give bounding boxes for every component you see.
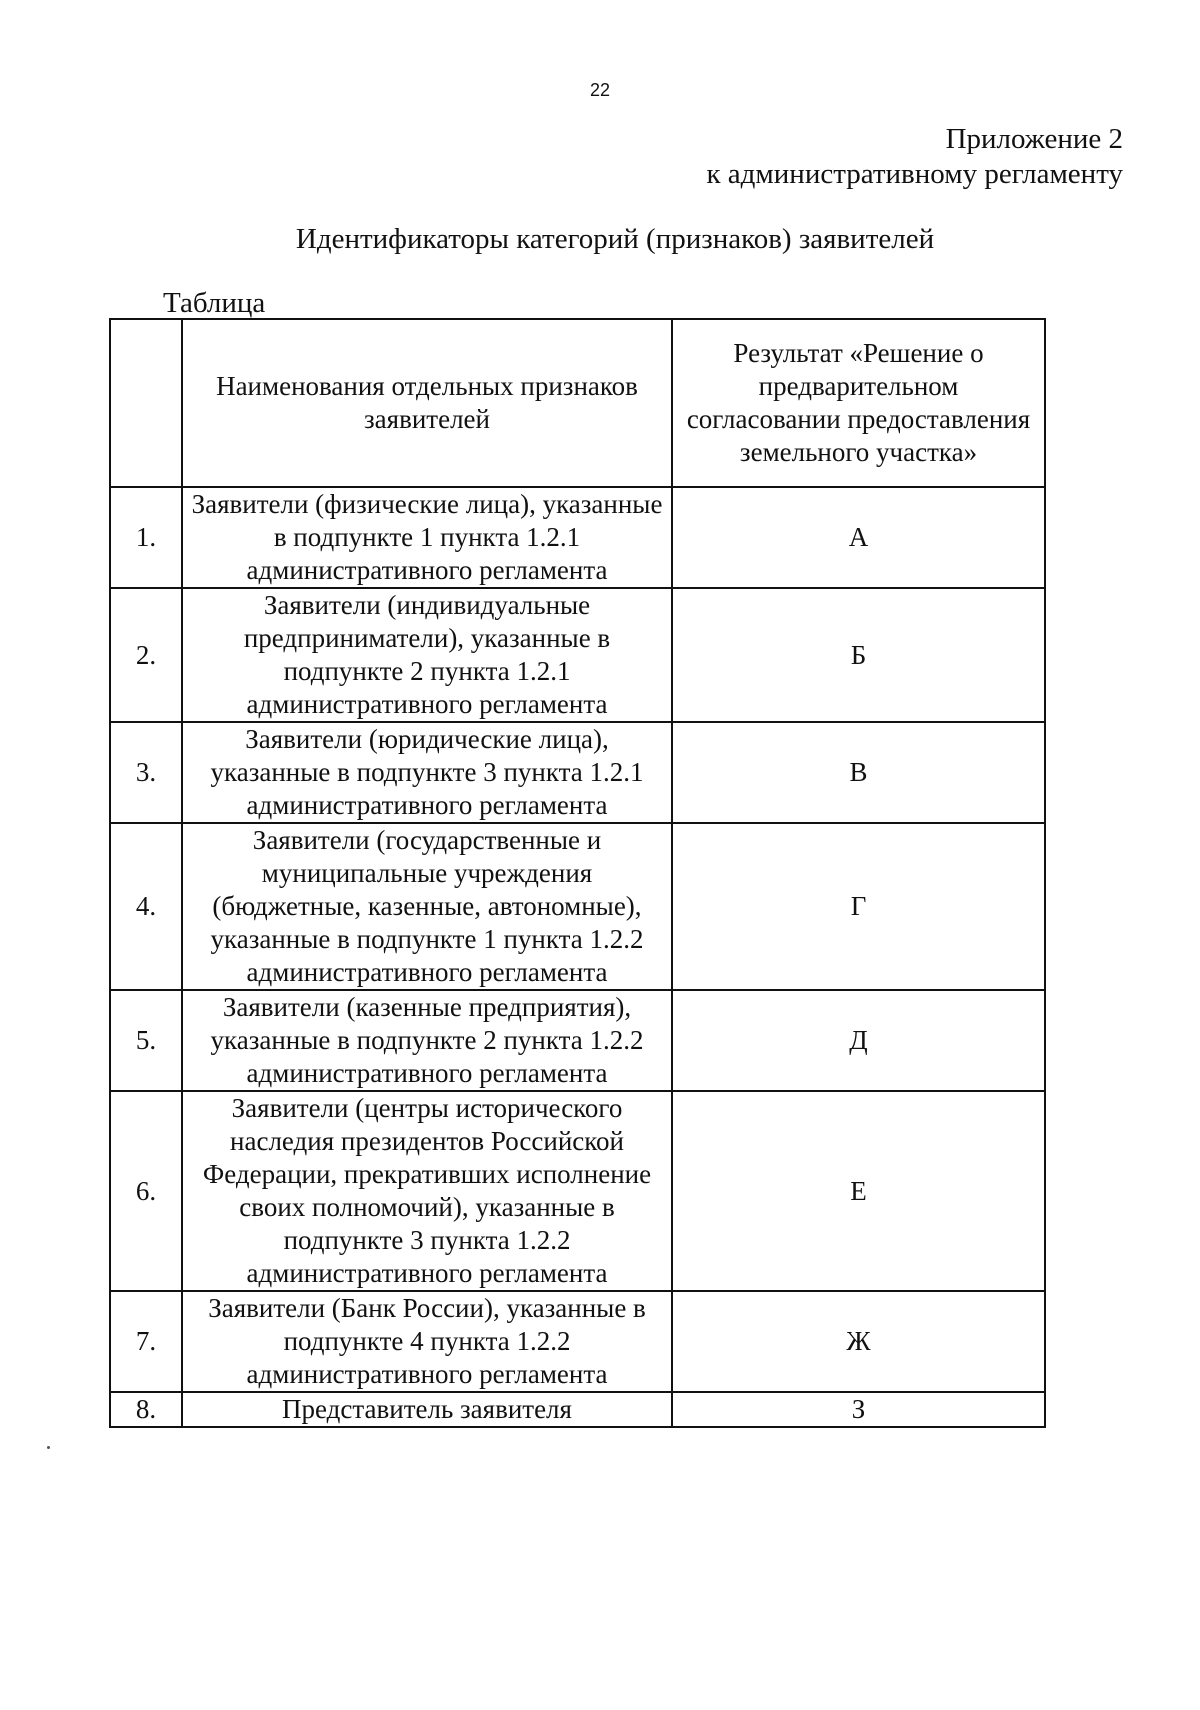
table-row: [110, 487, 1045, 588]
row-number: 4.: [110, 823, 182, 990]
table-caption: Таблица: [163, 287, 266, 319]
row-result: З: [672, 1392, 1045, 1427]
scan-speck: [47, 1446, 50, 1449]
row-result: В: [672, 722, 1045, 823]
row-result: А: [672, 487, 1045, 588]
header-name-cell: Наименования отдельных признаков заявителей: [182, 319, 672, 487]
row-number: 2.: [110, 588, 182, 722]
header-result-cell: Результат «Решение о предварительном согласовании предоставления земельного участка»: [672, 319, 1045, 487]
table-row: [110, 1291, 1045, 1392]
row-name: Заявители (казенные предприятия), указанные в подпункте 2 пункта 1.2.2 административного регламента: [182, 990, 672, 1091]
row-number: 7.: [110, 1291, 182, 1392]
row-number: 8.: [110, 1392, 182, 1427]
table-header-row: [110, 319, 1045, 487]
row-name: Представитель заявителя: [182, 1392, 672, 1427]
row-result: Б: [672, 588, 1045, 722]
row-name: Заявители (индивидуальные предприниматели), указанные в подпункте 2 пункта 1.2.1 административного регламента: [182, 588, 672, 722]
row-name: Заявители (физические лица), указанные в подпункте 1 пункта 1.2.1 административного регламента: [182, 487, 672, 588]
table-row: [110, 990, 1045, 1091]
row-result: Г: [672, 823, 1045, 990]
row-name: Заявители (центры исторического наследия президентов Российской Федерации, прекративших исполнение своих полномочий), указанные в подпункте 3 пункта 1.2.2 административного регламента: [182, 1091, 672, 1291]
row-name: Заявители (Банк России), указанные в подпункте 4 пункта 1.2.2 административного регламента: [182, 1291, 672, 1392]
row-number: 3.: [110, 722, 182, 823]
appendix-line-1: Приложение 2: [945, 123, 1123, 155]
table-row: [110, 722, 1045, 823]
page-number: 22: [589, 80, 611, 100]
row-number: 5.: [110, 990, 182, 1091]
appendix-heading: [423, 122, 1123, 192]
applicant-categories-table: [109, 318, 1046, 1428]
row-result: Е: [672, 1091, 1045, 1291]
row-number: 1.: [110, 487, 182, 588]
document-title: Идентификаторы категорий (признаков) заявителей: [295, 223, 935, 255]
table-row: [110, 1091, 1045, 1291]
row-result: Д: [672, 990, 1045, 1091]
table-row: [110, 1392, 1045, 1427]
header-number-cell: [110, 319, 182, 487]
row-result: Ж: [672, 1291, 1045, 1392]
row-number: 6.: [110, 1091, 182, 1291]
appendix-line-2: к административному регламенту: [706, 158, 1123, 190]
row-name: Заявители (государственные и муниципальные учреждения (бюджетные, казенные, автономные), указанные в подпункте 1 пункта 1.2.2 административного регламента: [182, 823, 672, 990]
row-name: Заявители (юридические лица), указанные в подпункте 3 пункта 1.2.1 административного регламента: [182, 722, 672, 823]
table-row: [110, 823, 1045, 990]
table-row: [110, 588, 1045, 722]
